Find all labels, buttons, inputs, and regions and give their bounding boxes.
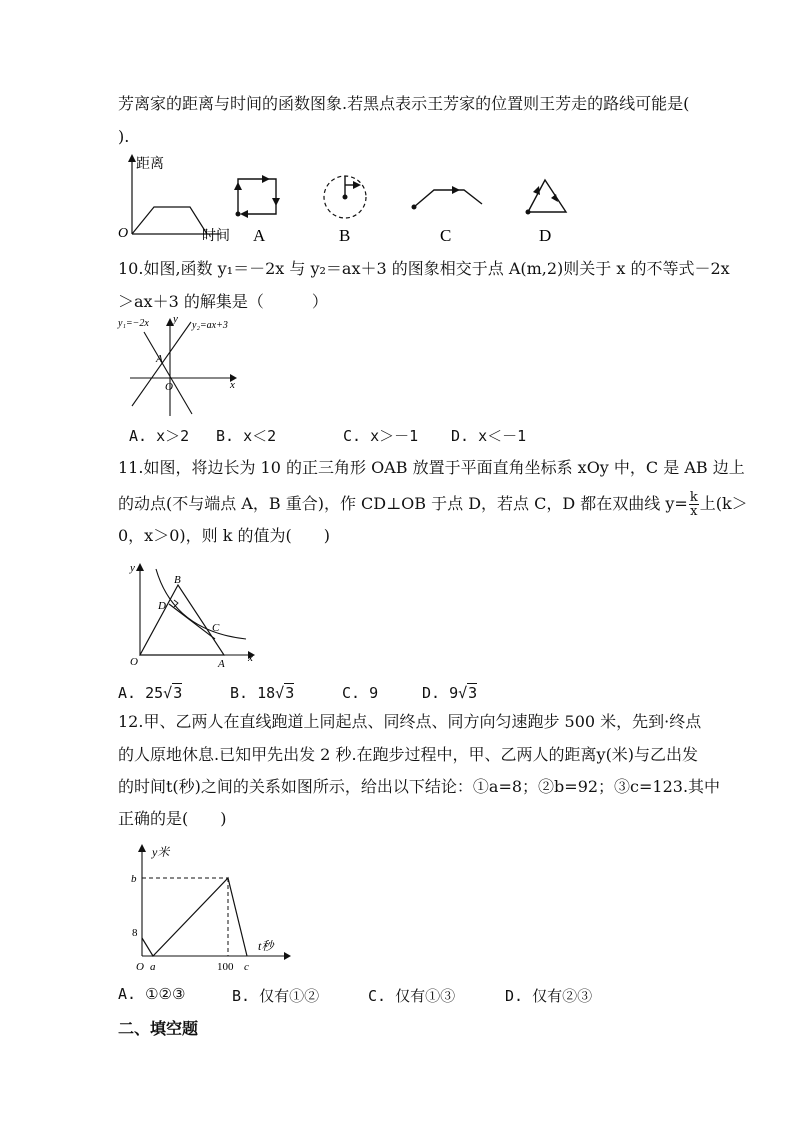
q12-option-d: D. 仅有②③ [505,987,593,1005]
q11-label-b: B [174,574,181,586]
q9-ylabel: 距离 [136,157,164,172]
q9-option-a-square-path [234,175,280,218]
q12-text-line1: 12.甲、乙两人在直线跑道上同起点、同终点、同方向匀速跑步 500 米，先到·终点 [118,712,702,731]
q11-text-line2-tail: 上(k＞ [699,494,748,513]
q12-text-line4: 正确的是( ) [118,809,227,828]
q9-distance-curve [132,207,207,234]
q11-text-line2-head: 的动点(不与端点 A，B 重合)，作 CD⊥OB 于点 D，若点 C，D 都在双曲线 y= [118,494,688,513]
q9-option-a: A [253,226,266,245]
q10-label-y1: y₁=−2x [118,318,149,329]
q11-triangle-oab [140,585,224,655]
q9-distance-time-graph [118,154,230,244]
q12-xlabel: t秒 [258,939,274,953]
q9-y-arrow [128,154,136,162]
q11-label-y: y [130,562,135,574]
q9-figures [112,152,592,247]
q9-option-c-polyline-path [412,186,483,210]
q11-label-c: C [212,622,220,634]
q11-option-d: D. 9√3 [422,684,478,702]
q10-label-o: O [165,381,173,393]
q10-label-a: A [156,353,163,365]
q9-option-b-circle-path [324,176,366,218]
q9-origin: O [118,226,129,241]
q11-fraction [689,491,699,518]
q12-figure [116,840,300,976]
q12-label-b: b [131,873,137,885]
q12-option-b: B. 仅有①② [232,987,320,1005]
q10-label-y2: y₂=ax+3 [192,320,228,331]
q10-line-y1 [144,332,192,414]
q11-option-c: C. 9 [342,684,379,702]
q10-label-x: x [230,379,235,391]
q10-option-c: C. x＞－1 [343,427,419,445]
q10-text-line1: 10.如图,函数 y₁＝－2x 与 y₂＝ax＋3 的图象相交于点 A(m,2)则关于 x 的不等式－2x [118,259,730,278]
q9-a-arrow-down [272,198,280,206]
q11-text-line3: 0，x＞0)，则 k 的值为( ) [118,526,330,545]
q11-frac-num: k [689,490,698,505]
q10-option-a: A. x＞2 [129,427,190,445]
q10-label-y: y [173,313,178,325]
q9-a-arrow-up [234,182,242,190]
q9-option-c: C [440,226,452,245]
q12-option-c: C. 仅有①③ [368,987,456,1005]
q9-option-d-triangle-path [526,180,567,215]
q10-text-line2: ＞ax＋3 的解集是（ ） [118,292,328,311]
q12-option-a: A. ①②③ [118,985,186,1003]
q11-text-line1: 11.如图，将边长为 10 的正三角形 OAB 放置于平面直角坐标系 xOy 中，C 是 AB 边上 [118,458,745,477]
q11-option-b: B. 18√3 [230,684,295,702]
q9-text-line2: ). [118,127,130,146]
q12-ylabel: y米 [152,845,170,859]
q10-option-d: D. x＜－1 [451,427,527,445]
q12-label-c: c [244,961,249,973]
q9-option-d: D [539,226,552,245]
q11-text-line2 [118,491,748,518]
q11-label-a: A [218,658,225,670]
q11-frac-den: x [690,504,698,519]
q12-text-line3: 的时间t(秒)之间的关系如图所示，给出以下结论：①a=8；②b=92；③c=123.其中 [118,777,721,796]
q11-option-a: A. 25√3 [118,684,183,702]
q10-option-b: B. x＜2 [216,427,277,445]
q12-label-a: a [150,961,156,973]
q12-distance-curve [142,878,247,956]
q10-figure [116,312,248,418]
q11-figure [122,559,262,669]
q12-text-line2: 的人原地休息.已知甲先出发 2 秒.在跑步过程中，甲、乙两人的距离y(米)与乙出发 [118,745,699,764]
q12-label-100: 100 [217,961,234,973]
q9-text-line1: 芳离家的距离与时间的函数图象.若黑点表示王芳家的位置则王芳走的路线可能是( [118,94,690,113]
q9-option-b: B [339,226,351,245]
q12-label-8: 8 [132,927,138,939]
section-heading-fill-in: 二、填空题 [118,1019,199,1038]
q11-label-o: O [130,656,138,668]
q9-a-arrow-left [240,210,248,218]
q11-label-d: D [158,600,166,612]
q9-a-arrow-right [262,175,270,183]
q11-segment-cd [169,604,215,639]
q12-label-o: O [136,961,144,973]
q9-xlabel: 时间 [202,229,230,244]
q11-label-x: x [248,652,253,664]
